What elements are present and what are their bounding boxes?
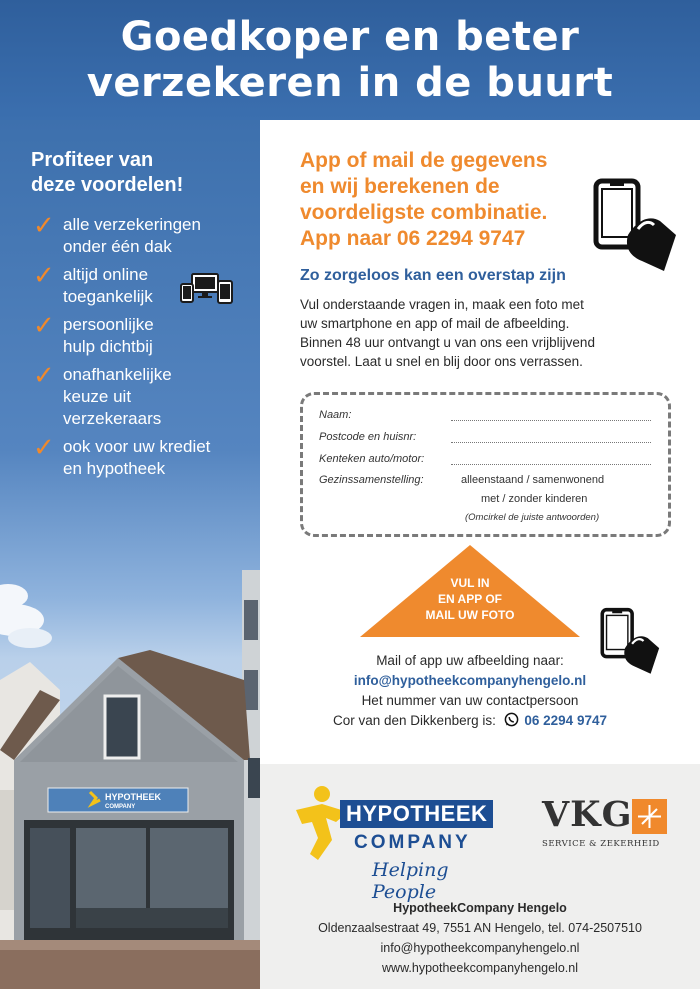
- postcode-label: Postcode en huisnr:: [319, 431, 417, 443]
- benefits-panel: [0, 120, 260, 989]
- check-icon: ✓: [33, 311, 55, 341]
- benefit-text: [63, 364, 172, 430]
- benefit-item: [33, 211, 253, 258]
- postcode-field[interactable]: [451, 442, 651, 443]
- company-website-link[interactable]: www.hypotheekcompanyhengelo.nl: [382, 961, 578, 975]
- triangle-line: EN APP OF: [437, 592, 502, 606]
- contact-line: Het nummer van uw contactpersoon: [361, 693, 579, 708]
- benefit-line: verzekeraars: [63, 409, 162, 428]
- company-email-link[interactable]: info@hypotheekcompanyhengelo.nl: [380, 941, 580, 955]
- benefit-text: [63, 314, 154, 358]
- plate-field[interactable]: [451, 464, 651, 465]
- cta-line: App of mail de gegevens: [300, 149, 548, 172]
- intro-text: [300, 295, 630, 371]
- phone-hand-icon: [590, 175, 680, 275]
- check-icon: ✓: [33, 261, 55, 291]
- name-field[interactable]: [451, 420, 651, 421]
- benefits-list: [33, 211, 253, 486]
- benefit-line: onafhankelijke: [63, 365, 172, 384]
- contact-email-link[interactable]: info@hypotheekcompanyhengelo.nl: [353, 673, 587, 688]
- form-note: (Omcirkel de juiste antwoorden): [465, 512, 600, 523]
- office-building-photo: [0, 540, 260, 989]
- benefit-line: hulp dichtbij: [63, 337, 153, 356]
- vkg-word: VKG: [542, 794, 633, 835]
- benefit-line: keuze uit: [63, 387, 132, 406]
- footer: [260, 764, 700, 989]
- intro-line: Vul onderstaande vragen in, maak een foto met: [300, 297, 584, 312]
- benefit-line: onder één dak: [63, 237, 172, 256]
- benefits-title-line-2: deze voordelen!: [31, 174, 184, 196]
- company-address: Oldenzaalsestraat 49, 7551 AN Hengelo, tel. 074-2507510: [318, 921, 642, 935]
- benefits-title-line-1: Profiteer van: [31, 149, 154, 171]
- triangle-line: MAIL UW FOTO: [425, 608, 515, 622]
- check-icon: ✓: [33, 433, 55, 463]
- contact-person-text: Cor van den Dikkenberg is:: [333, 713, 496, 728]
- triangle-text: [360, 575, 580, 623]
- name-label: Naam:: [319, 409, 352, 421]
- benefit-item: [33, 311, 253, 358]
- intro-line: voorstel. Laat u snel en blij door ons verrassen.: [300, 354, 583, 369]
- page-header: [0, 0, 700, 120]
- intro-line: uw smartphone en app of mail de afbeelding.: [300, 316, 570, 331]
- logo-word-1: HYPOTHEEK: [340, 800, 493, 828]
- contact-line: Mail of app uw afbeelding naar:: [376, 653, 564, 668]
- logo-word-2: COMPANY: [354, 832, 471, 853]
- shop-sign-word-1: HYPOTHEEK: [105, 792, 162, 802]
- contact-block: [260, 651, 680, 731]
- cta-title: [300, 148, 600, 252]
- benefit-item: [33, 361, 253, 430]
- headline-line-1: Goedkoper en beter: [120, 14, 580, 60]
- send-photo-triangle: [360, 545, 580, 637]
- devices-icon: [180, 272, 234, 306]
- benefit-line: alle verzekeringen: [63, 215, 201, 234]
- family-label: Gezinssamenstelling:: [319, 474, 424, 486]
- cta-line: en wij berekenen de: [300, 175, 500, 198]
- family-option-1[interactable]: alleenstaand / samenwonend: [461, 474, 605, 486]
- triangle-line: VUL IN: [450, 576, 490, 590]
- benefit-line: persoonlijke: [63, 315, 154, 334]
- section-subtitle: Zo zorgeloos kan een overstap zijn: [300, 267, 566, 284]
- vkg-subtitle: SERVICE & ZEKERHEID: [542, 839, 660, 849]
- shop-sign-word-2: COMPANY: [105, 804, 136, 810]
- benefit-line: toegankelijk: [63, 287, 153, 306]
- headline-line-2: verzekeren in de buurt: [86, 60, 614, 106]
- benefit-line: en hypotheek: [63, 459, 166, 478]
- benefit-item: [33, 433, 253, 480]
- vkg-logo: [542, 794, 672, 854]
- logo-tagline: Helping People: [372, 859, 449, 903]
- check-icon: ✓: [33, 211, 55, 241]
- vkg-badge-icon: [632, 799, 667, 834]
- benefit-text: [63, 214, 201, 258]
- contact-phone-link[interactable]: 06 2294 9747: [524, 713, 607, 728]
- questionnaire-form: [300, 392, 671, 537]
- company-name: HypotheekCompany Hengelo: [393, 901, 567, 915]
- cta-line: App naar 06 2294 9747: [300, 227, 526, 250]
- intro-line: Binnen 48 uur ontvangt u van ons een vrijblijvend: [300, 335, 595, 350]
- benefit-line: altijd online: [63, 265, 149, 284]
- benefit-line: ook voor uw krediet: [63, 437, 211, 456]
- hypotheek-company-logo: [292, 780, 517, 903]
- address-block: [260, 898, 700, 978]
- check-icon: ✓: [33, 361, 55, 391]
- family-option-2[interactable]: met / zonder kinderen: [481, 493, 588, 505]
- cta-line: voordeligste combinatie.: [300, 201, 548, 224]
- benefits-title: [31, 148, 251, 198]
- benefit-text: [63, 436, 210, 480]
- contact-person-line: [260, 711, 680, 731]
- plate-label: Kenteken auto/motor:: [319, 453, 425, 465]
- benefit-text: [63, 264, 153, 308]
- instructions-panel: [260, 120, 700, 764]
- whatsapp-icon: [504, 712, 519, 727]
